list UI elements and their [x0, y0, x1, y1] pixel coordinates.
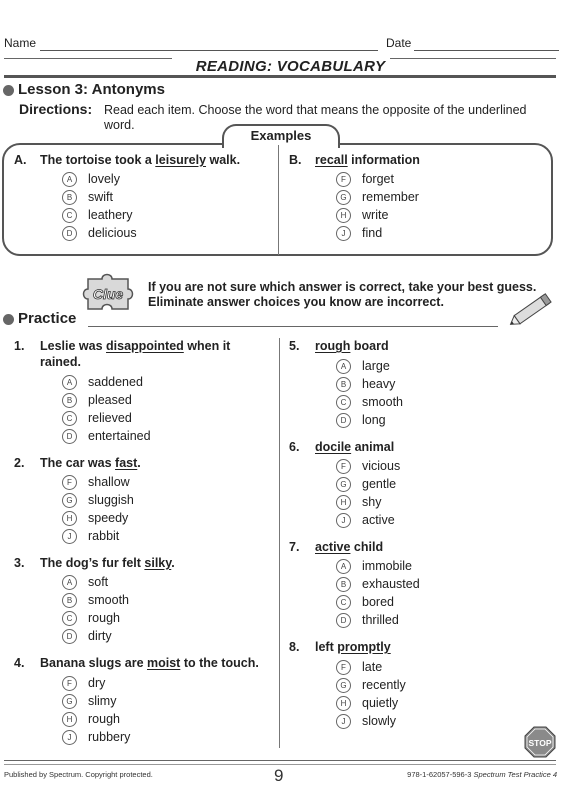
- choice-word: delicious: [88, 226, 137, 240]
- answer-bubble-icon[interactable]: J: [62, 730, 77, 745]
- answer-bubble-icon[interactable]: H: [62, 712, 77, 727]
- answer-bubble-icon[interactable]: D: [62, 429, 77, 444]
- choice[interactable]: [336, 189, 536, 207]
- question-underlined: docile: [315, 440, 352, 454]
- answer-bubble-icon[interactable]: G: [336, 477, 351, 492]
- question-post: .: [171, 556, 175, 570]
- answer-bubble-icon[interactable]: F: [336, 459, 351, 474]
- answer-bubble-icon[interactable]: C: [62, 411, 77, 426]
- footer-book-info: [407, 770, 557, 779]
- example-a-pre: The tortoise took a: [40, 153, 156, 167]
- question-number: 5.: [289, 339, 300, 353]
- question-underlined: moist: [147, 656, 181, 670]
- answer-bubble-icon[interactable]: F: [62, 475, 77, 490]
- example-a-underlined: leisurely: [155, 153, 207, 167]
- question-number: 1.: [14, 339, 25, 353]
- choice-word: speedy: [88, 511, 129, 525]
- footer-copyright: Published by Spectrum. Copyright protected.: [4, 770, 153, 779]
- question-pre: Leslie was: [40, 339, 107, 353]
- choice-word: long: [362, 413, 386, 427]
- choice-word: shallow: [88, 475, 130, 489]
- clue-tip-line-1: If you are not sure which answer is correct, take your best guess.: [148, 280, 537, 294]
- answer-bubble-icon[interactable]: G: [336, 678, 351, 693]
- question-number: 2.: [14, 456, 25, 470]
- choice-word: rough: [88, 611, 120, 625]
- lesson-heading: Lesson 3: Antonyms: [18, 81, 165, 98]
- choice-word: swift: [88, 190, 113, 204]
- question-post: to the touch.: [180, 656, 259, 670]
- choice[interactable]: [62, 628, 262, 646]
- clue-badge-text: Clue: [92, 286, 124, 302]
- choice[interactable]: [62, 592, 262, 610]
- answer-bubble-icon[interactable]: J: [62, 529, 77, 544]
- choice[interactable]: [62, 675, 262, 693]
- choice-word: dry: [88, 676, 106, 690]
- choice[interactable]: [62, 510, 262, 528]
- answer-bubble-icon[interactable]: B: [62, 593, 77, 608]
- answer-bubble-icon[interactable]: D: [336, 413, 351, 428]
- answer-bubble-icon[interactable]: A: [62, 575, 77, 590]
- choice[interactable]: [62, 474, 262, 492]
- choice[interactable]: [62, 610, 262, 628]
- choice[interactable]: [336, 412, 536, 430]
- choice-word: recently: [362, 678, 406, 692]
- answer-bubble-icon[interactable]: F: [62, 676, 77, 691]
- choice[interactable]: [62, 392, 262, 410]
- choice[interactable]: [336, 576, 536, 594]
- date-line[interactable]: [414, 50, 559, 51]
- question-8: [289, 639, 549, 657]
- name-line[interactable]: [40, 50, 378, 51]
- title-underline: [4, 75, 556, 78]
- date-label: Date: [386, 36, 412, 50]
- question-4: [14, 655, 276, 673]
- question-1: [14, 338, 274, 372]
- answer-bubble-icon[interactable]: F: [336, 172, 351, 187]
- question-pre: The dog’s fur felt: [40, 556, 145, 570]
- choice[interactable]: [336, 612, 536, 630]
- example-a-question: [14, 152, 274, 170]
- choice[interactable]: [62, 492, 262, 510]
- choice[interactable]: [62, 225, 262, 243]
- question-pre: left: [315, 640, 338, 654]
- choice-word: vicious: [362, 459, 401, 473]
- answer-bubble-icon[interactable]: G: [336, 190, 351, 205]
- question-underlined: disappointed: [106, 339, 184, 353]
- question-number: 4.: [14, 656, 25, 670]
- choice-word: sluggish: [88, 493, 134, 507]
- choice-word: soft: [88, 575, 109, 589]
- page-title: READING: VOCABULARY: [195, 58, 386, 75]
- choice[interactable]: [336, 713, 536, 731]
- choice-word: shy: [362, 495, 382, 509]
- choice[interactable]: [62, 729, 262, 747]
- choice[interactable]: [62, 711, 262, 729]
- answer-bubble-icon[interactable]: D: [62, 226, 77, 241]
- answer-bubble-icon[interactable]: H: [62, 511, 77, 526]
- choice-word: relieved: [88, 411, 132, 425]
- answer-bubble-icon[interactable]: H: [336, 696, 351, 711]
- choice-word: smooth: [362, 395, 403, 409]
- answer-bubble-icon[interactable]: C: [336, 395, 351, 410]
- choice-word: heavy: [362, 377, 396, 391]
- footer-book-title: Spectrum Test Practice 4: [473, 770, 557, 779]
- choice-word: immobile: [362, 559, 413, 573]
- question-number: 3.: [14, 556, 25, 570]
- footer-isbn: 978-1-62057-596-3: [407, 770, 474, 779]
- choice-word: remember: [362, 190, 419, 204]
- footer-rule: [4, 760, 556, 761]
- practice-rule: [88, 326, 498, 327]
- directions-label: Directions:: [19, 101, 93, 117]
- question-underlined: promptly: [337, 640, 391, 654]
- choice[interactable]: [336, 207, 536, 225]
- choice[interactable]: [336, 659, 536, 677]
- clue-puzzle-shape: [82, 269, 140, 313]
- choice-word: dirty: [88, 629, 112, 643]
- choice[interactable]: [62, 410, 262, 428]
- choice-word: entertained: [88, 429, 151, 443]
- example-b-question: [289, 152, 549, 170]
- choice[interactable]: [62, 693, 262, 711]
- question-pre: The car was: [40, 456, 116, 470]
- page-number: 9: [274, 766, 284, 785]
- answer-bubble-icon[interactable]: A: [336, 559, 351, 574]
- question-2: [14, 455, 274, 473]
- answer-bubble-icon[interactable]: J: [336, 513, 351, 528]
- choice[interactable]: [336, 171, 536, 189]
- directions-line-1: Read each item. Choose the word that means the opposite of the underlined: [104, 103, 527, 117]
- answer-bubble-icon[interactable]: B: [62, 190, 77, 205]
- choice[interactable]: [336, 494, 536, 512]
- choice[interactable]: [336, 458, 536, 476]
- choice[interactable]: [62, 428, 262, 446]
- question-number: 6.: [289, 440, 300, 454]
- example-b-underlined: recall: [315, 153, 348, 167]
- choice[interactable]: [62, 374, 262, 392]
- choice[interactable]: [336, 394, 536, 412]
- question-number: 8.: [289, 640, 300, 654]
- choice[interactable]: [62, 171, 262, 189]
- choice[interactable]: [336, 512, 536, 530]
- examples-tab: Examples: [222, 124, 340, 148]
- choice[interactable]: [62, 189, 262, 207]
- choice-word: rubbery: [88, 730, 131, 744]
- stop-sign-icon: [524, 726, 556, 758]
- answer-bubble-icon[interactable]: G: [62, 493, 77, 508]
- name-date-row: [4, 36, 559, 54]
- footer-rule-secondary: [4, 764, 556, 765]
- choice-word: lovely: [88, 172, 120, 186]
- clue-tip-line-2: Eliminate answer choices you know are incorrect.: [148, 295, 444, 309]
- answer-bubble-icon[interactable]: H: [336, 495, 351, 510]
- choice-word: find: [362, 226, 383, 240]
- answer-bubble-icon[interactable]: F: [336, 660, 351, 675]
- answer-bubble-icon[interactable]: J: [336, 226, 351, 241]
- stop-sign-text: STOP: [528, 738, 552, 748]
- question-post: board: [350, 339, 389, 353]
- choice-word: slimy: [88, 694, 117, 708]
- choice-word: gentle: [362, 477, 397, 491]
- examples-divider: [278, 145, 279, 255]
- directions-line-2: word.: [104, 118, 135, 132]
- question-pre: Banana slugs are: [40, 656, 147, 670]
- name-label: Name: [4, 36, 37, 50]
- answer-bubble-icon[interactable]: G: [62, 694, 77, 709]
- practice-divider: [279, 338, 280, 748]
- question-6: [289, 439, 549, 457]
- choice[interactable]: [62, 207, 262, 225]
- example-a-number: A.: [14, 153, 27, 167]
- practice-heading: Practice: [18, 310, 77, 327]
- example-a-post: walk.: [206, 153, 241, 167]
- choice-word: large: [362, 359, 390, 373]
- choice[interactable]: [336, 594, 536, 612]
- choice-word: rough: [88, 712, 120, 726]
- pencil-icon: [504, 290, 558, 330]
- answer-bubble-icon[interactable]: A: [62, 375, 77, 390]
- answer-bubble-icon[interactable]: C: [336, 595, 351, 610]
- answer-bubble-icon[interactable]: J: [336, 714, 351, 729]
- choice[interactable]: [336, 476, 536, 494]
- choice-word: active: [362, 513, 395, 527]
- question-post: animal: [351, 440, 395, 454]
- choice-word: bored: [362, 595, 394, 609]
- choice-word: exhausted: [362, 577, 420, 591]
- answer-bubble-icon[interactable]: D: [336, 613, 351, 628]
- choice[interactable]: [336, 695, 536, 713]
- question-3: [14, 555, 274, 573]
- clue-puzzle-icon: [82, 269, 140, 313]
- practice-bullet-icon: [3, 314, 14, 325]
- choice[interactable]: [336, 677, 536, 695]
- question-underlined: rough: [315, 339, 351, 353]
- choice-word: slowly: [362, 714, 397, 728]
- choice-word: saddened: [88, 375, 143, 389]
- question-post: child: [350, 540, 384, 554]
- question-line-2: rained.: [40, 355, 81, 369]
- answer-bubble-icon[interactable]: A: [336, 359, 351, 374]
- answer-bubble-icon[interactable]: B: [62, 393, 77, 408]
- choice[interactable]: [336, 376, 536, 394]
- choice-word: thrilled: [362, 613, 399, 627]
- choice-word: forget: [362, 172, 394, 186]
- choice-word: late: [362, 660, 383, 674]
- answer-bubble-icon[interactable]: A: [62, 172, 77, 187]
- lesson-bullet-icon: [3, 85, 14, 96]
- example-b-number: B.: [289, 153, 302, 167]
- choice-word: quietly: [362, 696, 399, 710]
- question-underlined: silky: [144, 556, 172, 570]
- answer-bubble-icon[interactable]: B: [336, 577, 351, 592]
- answer-bubble-icon[interactable]: C: [62, 208, 77, 223]
- choice[interactable]: [62, 574, 262, 592]
- choice-word: smooth: [88, 593, 129, 607]
- answer-bubble-icon[interactable]: C: [62, 611, 77, 626]
- question-5: [289, 338, 549, 356]
- question-underlined: fast: [115, 456, 138, 470]
- question-post: .: [137, 456, 141, 470]
- clue-tip-text: [148, 280, 548, 310]
- question-number: 7.: [289, 540, 300, 554]
- choice-word: rabbit: [88, 529, 120, 543]
- choice[interactable]: [336, 225, 536, 243]
- question-underlined: active: [315, 540, 351, 554]
- answer-bubble-icon[interactable]: D: [62, 629, 77, 644]
- example-b-post: information: [347, 153, 420, 167]
- question-7: [289, 539, 549, 557]
- choice[interactable]: [336, 358, 536, 376]
- choice-word: write: [362, 208, 389, 222]
- choice-word: pleased: [88, 393, 132, 407]
- answer-bubble-icon[interactable]: B: [336, 377, 351, 392]
- choice-word: leathery: [88, 208, 133, 222]
- choice[interactable]: [336, 558, 536, 576]
- choice[interactable]: [62, 528, 262, 546]
- answer-bubble-icon[interactable]: H: [336, 208, 351, 223]
- question-post: when it: [183, 339, 231, 353]
